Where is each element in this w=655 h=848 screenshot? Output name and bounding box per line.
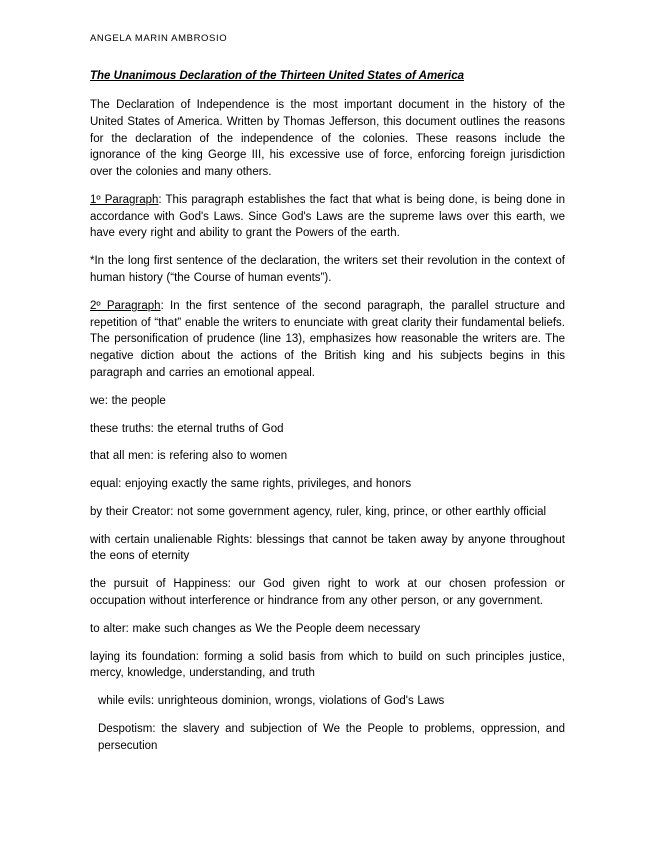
- first-paragraph-analysis: [90, 192, 565, 242]
- definition-item: that all men: is refering also to women: [90, 450, 288, 463]
- definition-item: equal: enjoying exactly the same rights, privileges, and honors: [90, 478, 412, 491]
- author-header: ANGELA MARIN AMBROSIO: [90, 33, 228, 44]
- definition-item: laying its foundation: forming a solid basis from which to build on such principles justice, mercy, knowledge, understanding, and truth: [90, 650, 565, 680]
- first-paragraph-label: 1º Paragraph: [90, 193, 159, 206]
- second-paragraph-analysis: [90, 298, 565, 382]
- definition-item: the pursuit of Happiness: our God given right to work at our chosen profession or occupation without interference or hindrance from any other person, or any government.: [90, 578, 565, 607]
- definition-item: these truths: the eternal truths of God: [90, 422, 284, 435]
- second-paragraph-label: 2º Paragraph: [90, 299, 161, 312]
- footnote-paragraph: *In the long first sentence of the declaration, the writers set their revolution in the context of human history (“the Course of human events”).: [90, 255, 565, 285]
- first-paragraph-text: : This paragraph establishes the fact that what is being done, is being done in accordance with God's Laws. Since God's Laws are the supreme laws over this earth, we have every right and ability to grant the Powers of the earth.: [90, 193, 565, 240]
- definition-item: with certain unalienable Rights: blessings that cannot be taken away by anyone throughout the eons of eternity: [90, 533, 565, 563]
- definition-item: by their Creator: not some government agency, ruler, king, prince, or other earthly official: [90, 505, 547, 518]
- definition-item: Despotism: the slavery and subjection of We the People to problems, oppression, and persecution: [98, 722, 565, 752]
- definition-item: we: the people: [90, 394, 166, 407]
- document-title: The Unanimous Declaration of the Thirteen United States of America: [90, 70, 465, 82]
- definition-item: to alter: make such changes as We the People deem necessary: [90, 622, 421, 635]
- intro-paragraph: The Declaration of Independence is the most important document in the history of the United States of America. Written by Thomas Jefferson, this document outlines the reasons for the declaration of the independence of the colonies. These reasons include the ignorance of the king George III, his excessive use of force, enforcing foreign jurisdiction over the colonies and many others.: [90, 99, 565, 179]
- second-paragraph-text: : In the first sentence of the second paragraph, the parallel structure and repetition of “that” enable the writers to enunciate with great clarity their fundamental beliefs. The personification of prudence (line 13), emphasizes how reasonable the writers are. The negative diction about the actions of the British king and his subjects begins in this paragraph and carries an emotional appeal.: [90, 299, 565, 379]
- definition-item: while evils: unrighteous dominion, wrongs, violations of God's Laws: [98, 695, 445, 708]
